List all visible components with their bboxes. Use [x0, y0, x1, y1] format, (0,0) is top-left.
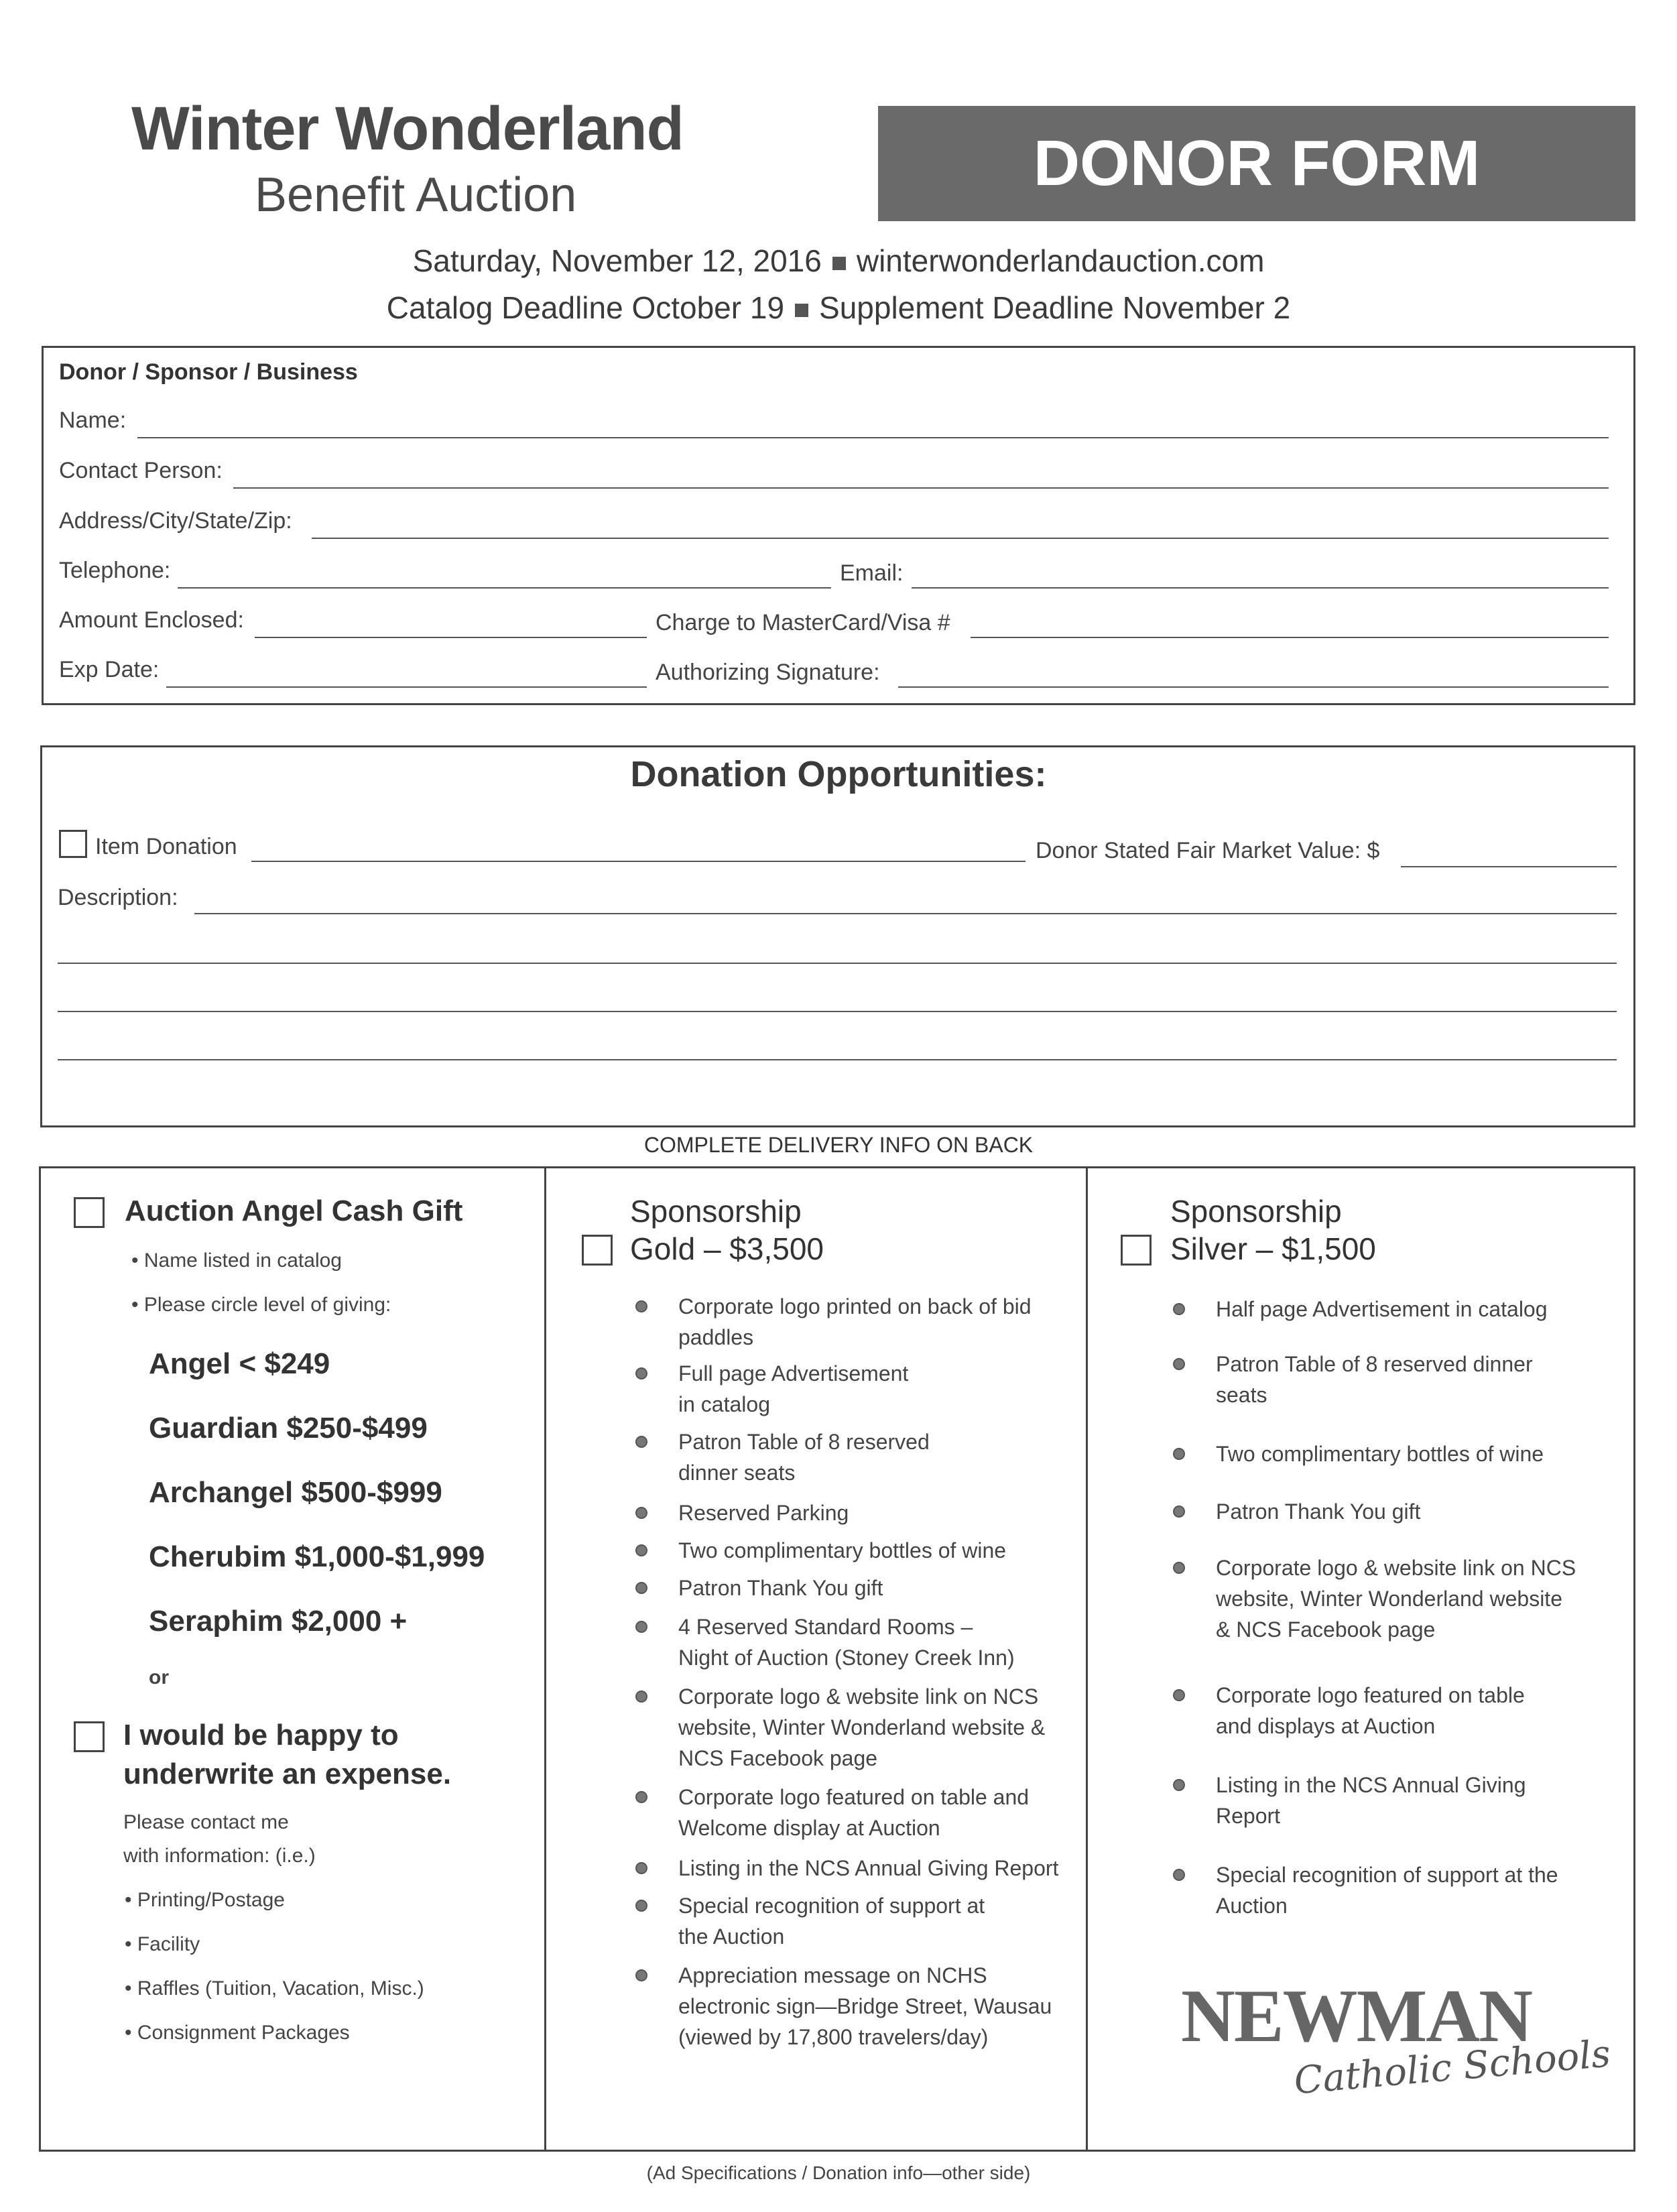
contact-person-label: Contact Person:: [59, 458, 223, 483]
contact-me-line1: Please contact me: [123, 1811, 289, 1833]
expense-printing: • Printing/Postage: [125, 1889, 285, 1911]
benefit-line: Corporate logo featured on table and: [678, 1785, 1030, 1809]
benefit-line: Patron Table of 8 reserved: [678, 1430, 930, 1454]
silver-sponsorship-heading: Sponsorship: [1170, 1194, 1342, 1229]
charge-card-label: Charge to MasterCard/Visa #: [656, 610, 950, 635]
benefit-line: Patron Thank You gift: [1216, 1499, 1421, 1524]
address-field[interactable]: [312, 538, 1609, 539]
description-label: Description:: [58, 885, 178, 910]
amount-enclosed-label: Amount Enclosed:: [59, 607, 244, 633]
auction-angel-checkbox[interactable]: [74, 1197, 105, 1228]
expense-facility: • Facility: [125, 1933, 200, 1955]
catalog-deadline: Catalog Deadline October 19: [386, 290, 785, 325]
benefit-line: Night of Auction (Stoney Creek Inn): [678, 1646, 1015, 1670]
gold-benefit-item: [678, 1890, 985, 1952]
delivery-info-note: COMPLETE DELIVERY INFO ON BACK: [643, 1133, 1034, 1157]
column-divider: [544, 1166, 546, 2152]
or-label: or: [149, 1666, 169, 1688]
email-field[interactable]: [912, 587, 1609, 589]
bullet-icon: [635, 1300, 647, 1312]
exp-date-label: Exp Date:: [59, 657, 160, 682]
bullet-icon: [1173, 1779, 1185, 1791]
donation-opportunities-title: Donation Opportunities:: [630, 754, 1047, 794]
benefit-line: NCS Facebook page: [678, 1746, 878, 1770]
fair-market-value-field[interactable]: [1401, 866, 1617, 867]
silver-benefit-item: [1216, 1680, 1525, 1741]
bullet-icon: [1173, 1689, 1185, 1701]
event-title: Winter Wonderland: [131, 95, 684, 163]
charge-card-field[interactable]: [971, 637, 1609, 638]
silver-benefit-item: [1216, 1770, 1526, 1831]
benefit-line: Patron Thank You gift: [678, 1576, 883, 1600]
benefit-line: Reserved Parking: [678, 1501, 849, 1525]
donor-form-banner: DONOR FORM: [878, 106, 1635, 221]
gold-benefit-item: [678, 1291, 1032, 1353]
giving-level-guardian[interactable]: Guardian $250-$499: [149, 1412, 428, 1445]
silver-benefit-item: [1216, 1349, 1533, 1410]
benefit-line: Half page Advertisement in catalog: [1216, 1297, 1548, 1321]
benefit-line: Appreciation message on NCHS: [678, 1963, 987, 1987]
giving-level-cherubim[interactable]: Cherubim $1,000-$1,999: [149, 1540, 485, 1573]
item-donation-field[interactable]: [251, 861, 1026, 862]
benefit-line: website, Winter Wonderland website &: [678, 1715, 1046, 1739]
item-donation-checkbox[interactable]: [59, 830, 87, 858]
bullet-icon: [635, 1862, 647, 1874]
silver-sponsorship-checkbox[interactable]: [1121, 1235, 1152, 1266]
bullet-icon: [635, 1691, 647, 1703]
gold-benefit-item: [678, 1782, 1029, 1843]
bullet-icon: [635, 1969, 647, 1981]
benefit-line: Special recognition of support at: [678, 1894, 985, 1918]
name-label: Name:: [59, 408, 127, 433]
gold-benefit-item: [678, 1853, 1058, 1884]
description-field-line[interactable]: [58, 1059, 1617, 1060]
benefit-line: Two complimentary bottles of wine: [678, 1538, 1007, 1562]
footer-note: (Ad Specifications / Donation info—other side): [646, 2162, 1031, 2183]
description-field-line[interactable]: [58, 1011, 1617, 1012]
description-field-line[interactable]: [58, 963, 1617, 964]
benefit-line: and displays at Auction: [1216, 1714, 1436, 1738]
bullet-icon: [635, 1582, 647, 1594]
benefit-line: Corporate logo & website link on NCS: [1216, 1556, 1576, 1580]
bullet-icon: [635, 1900, 647, 1912]
amount-enclosed-field[interactable]: [255, 637, 647, 638]
silver-benefit-item: [1216, 1859, 1558, 1921]
gold-benefit-item: [678, 1358, 908, 1420]
event-subtitle: Benefit Auction: [255, 168, 577, 222]
newman-logo-subtitle: Catholic Schools: [1292, 2032, 1613, 2103]
benefit-line: website, Winter Wonderland website: [1216, 1587, 1562, 1611]
benefit-line: seats: [1216, 1383, 1267, 1407]
address-label: Address/City/State/Zip:: [59, 508, 292, 534]
benefit-line: electronic sign—Bridge Street, Wausau: [678, 1994, 1052, 2018]
benefit-line: Listing in the NCS Annual Giving Report: [678, 1856, 1059, 1880]
contact-me-line2: with information: (i.e.): [123, 1845, 316, 1867]
exp-date-field[interactable]: [166, 686, 647, 688]
gold-benefit-item: [678, 1573, 883, 1603]
description-field-line[interactable]: [194, 913, 1617, 914]
deadline-line: [0, 290, 1677, 326]
silver-benefit-item: [1216, 1294, 1548, 1325]
column-divider: [1086, 1166, 1088, 2152]
bullet-icon: [1173, 1303, 1185, 1315]
telephone-field[interactable]: [178, 587, 831, 589]
underwrite-line1: I would be happy to: [123, 1719, 399, 1752]
supplement-deadline: Supplement Deadline November 2: [819, 290, 1291, 325]
expense-consignment: • Consignment Packages: [125, 2022, 350, 2044]
gold-benefit-item: [678, 1535, 1006, 1566]
separator-square-icon: [795, 304, 808, 317]
bullet-icon: [635, 1621, 647, 1633]
contact-person-field[interactable]: [233, 487, 1609, 489]
bullet-icon: [635, 1367, 647, 1379]
benefit-line: & NCS Facebook page: [1216, 1617, 1436, 1642]
benefit-line: Patron Table of 8 reserved dinner: [1216, 1352, 1533, 1376]
telephone-label: Telephone:: [59, 558, 171, 583]
bullet-icon: [1173, 1869, 1185, 1881]
benefit-line: Full page Advertisement: [678, 1361, 909, 1386]
signature-label: Authorizing Signature:: [656, 660, 880, 685]
event-dateline: [0, 243, 1677, 279]
benefit-line: Two complimentary bottles of wine: [1216, 1442, 1544, 1466]
benefit-line: (viewed by 17,800 travelers/day): [678, 2025, 989, 2049]
expense-raffles: • Raffles (Tuition, Vacation, Misc.): [125, 1977, 424, 2000]
silver-sponsorship-tier: Silver – $1,500: [1170, 1231, 1376, 1266]
gold-sponsorship-checkbox[interactable]: [582, 1235, 613, 1266]
signature-field[interactable]: [898, 686, 1609, 688]
silver-benefit-item: [1216, 1496, 1420, 1527]
bullet-icon: [635, 1507, 647, 1519]
email-label: Email:: [840, 560, 904, 586]
gold-benefit-item: [678, 1681, 1045, 1774]
benefit-line: Listing in the NCS Annual Giving: [1216, 1773, 1526, 1797]
donation-opportunities-box: [40, 745, 1635, 1127]
silver-benefit-item: [1216, 1438, 1544, 1469]
event-date: Saturday, November 12, 2016: [412, 243, 822, 278]
fair-market-value-label: Donor Stated Fair Market Value: $: [1036, 838, 1380, 863]
bullet-icon: [635, 1544, 647, 1556]
benefit-line: dinner seats: [678, 1461, 796, 1485]
benefit-line: Welcome display at Auction: [678, 1816, 940, 1840]
gold-benefit-item: [678, 1426, 930, 1488]
gold-benefit-item: [678, 1960, 1052, 2052]
benefit-line: in catalog: [678, 1392, 770, 1416]
gold-sponsorship-tier: Gold – $3,500: [630, 1231, 824, 1266]
benefit-line: Report: [1216, 1804, 1281, 1828]
benefit-line: Corporate logo featured on table: [1216, 1683, 1525, 1707]
angel-note-catalog: • Name listed in catalog: [131, 1249, 342, 1272]
bullet-icon: [635, 1436, 647, 1448]
newman-logo: NEWMAN: [1181, 1975, 1532, 2058]
giving-level-angel[interactable]: Angel < $249: [149, 1347, 330, 1380]
benefit-line: Corporate logo printed on back of bid: [678, 1294, 1032, 1318]
bullet-icon: [635, 1791, 647, 1803]
giving-level-seraphim[interactable]: Seraphim $2,000 +: [149, 1605, 408, 1638]
benefit-line: the Auction: [678, 1924, 785, 1949]
bullet-icon: [1173, 1448, 1185, 1460]
item-donation-label: Item Donation: [95, 834, 237, 859]
giving-level-archangel[interactable]: Archangel $500-$999: [149, 1476, 442, 1509]
name-field[interactable]: [137, 437, 1609, 438]
bullet-icon: [1173, 1358, 1185, 1370]
bullet-icon: [1173, 1506, 1185, 1518]
donor-section-title: Donor / Sponsor / Business: [59, 359, 358, 385]
auction-angel-title: Auction Angel Cash Gift: [125, 1194, 463, 1227]
underwrite-line2: underwrite an expense.: [123, 1758, 452, 1790]
separator-square-icon: [832, 257, 846, 270]
event-website[interactable]: winterwonderlandauction.com: [856, 243, 1265, 278]
angel-note-circle: • Please circle level of giving:: [131, 1294, 391, 1316]
benefit-line: paddles: [678, 1325, 754, 1349]
benefit-line: Corporate logo & website link on NCS: [678, 1684, 1039, 1709]
gold-benefit-item: [678, 1611, 1015, 1673]
benefit-line: 4 Reserved Standard Rooms –: [678, 1615, 973, 1639]
benefit-line: Auction: [1216, 1894, 1288, 1918]
gold-benefit-item: [678, 1497, 849, 1528]
silver-benefit-item: [1216, 1552, 1576, 1645]
bullet-icon: [1173, 1562, 1185, 1574]
gold-sponsorship-heading: Sponsorship: [630, 1194, 802, 1229]
benefit-line: Special recognition of support at the: [1216, 1863, 1558, 1887]
underwrite-checkbox[interactable]: [74, 1721, 105, 1752]
